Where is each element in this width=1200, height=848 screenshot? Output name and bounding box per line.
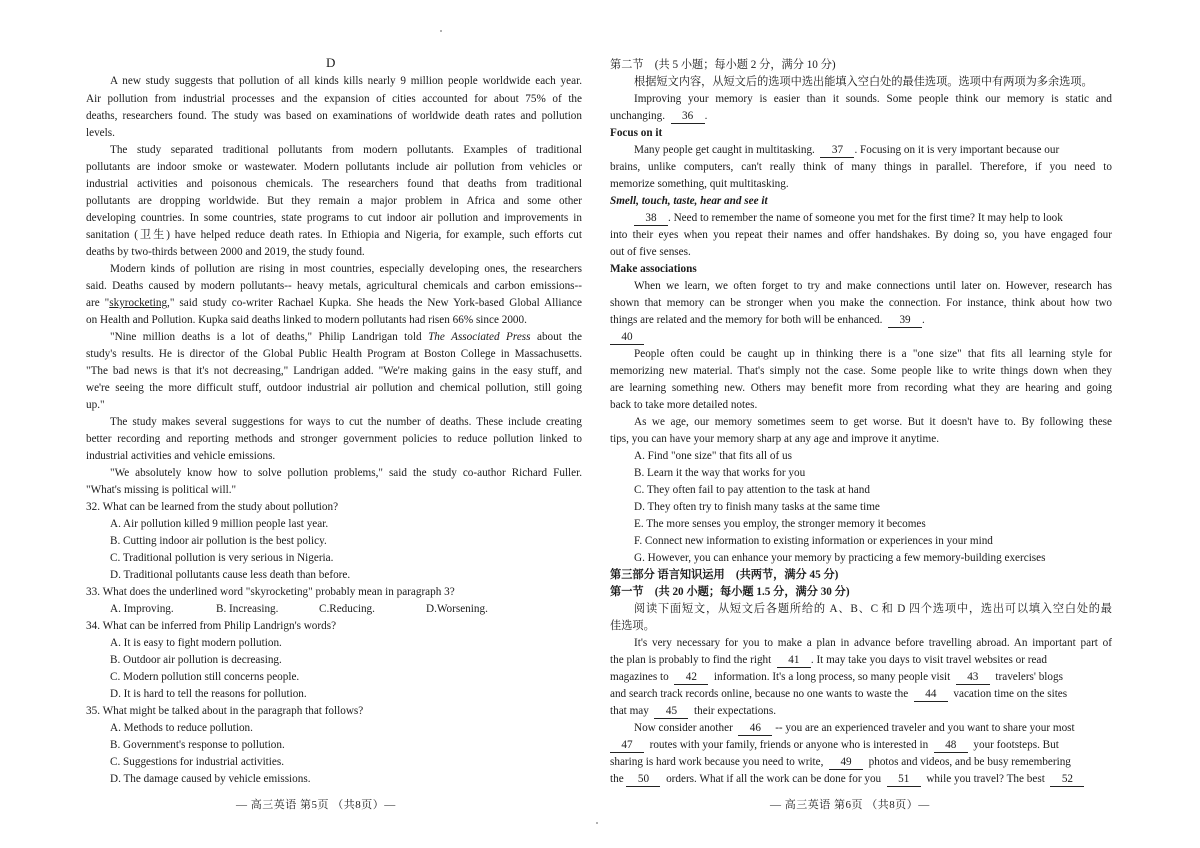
paragraph-line: deaths, researchers found. The study was based on examinations of worldwide death rates and pollution bbox=[86, 110, 582, 122]
paragraph-line: better recording and reporting methods and stronger government policies to reduce pollution linked to bbox=[86, 433, 582, 445]
paragraph-line: When we learn, we often forget to try and make connections until later on. However, research has bbox=[634, 280, 1112, 292]
section-heading: 第二节 (共 5 小题；每小题 2 分，满分 10 分) bbox=[610, 59, 836, 71]
option-33b[interactable]: B. Increasing. bbox=[216, 603, 279, 615]
cloze-line: It's very necessary for you to make a plan in advance before travelling abroad. An important part of bbox=[634, 637, 1112, 649]
press-name: The Associated Press bbox=[428, 331, 531, 343]
option-b[interactable]: B. Learn it the way that works for you bbox=[634, 467, 806, 479]
cloze-line: 47 routes with your family, friends or anyone who is interested in 48 your footsteps. But bbox=[610, 738, 1059, 753]
blank-48[interactable]: 48 bbox=[934, 738, 968, 753]
question-32: 32. What can be learned from the study about pollution? bbox=[86, 501, 339, 513]
blank-37[interactable]: 37 bbox=[820, 143, 854, 158]
paragraph-line: memorizing new material. That's simply not the case. Some people like to write things down when they bbox=[610, 365, 1112, 377]
paragraph-line: shown that memory can be stronger when you make the connection. For instance, think about how two bbox=[610, 297, 1112, 309]
blank-36[interactable]: 36 bbox=[671, 109, 705, 124]
paragraph-line: levels. bbox=[86, 127, 115, 139]
paragraph-line: Modern kinds of pollution are rising in most countries, especially developing ones, the researchers bbox=[110, 263, 582, 275]
paragraph-line: industrial activities and vehicle emissions. bbox=[86, 450, 276, 462]
option-32b[interactable]: B. Cutting indoor air pollution is the best policy. bbox=[110, 535, 327, 547]
paragraph-line: People often could be caught up in thinking there is a "one size" that fits all learning style for bbox=[634, 348, 1112, 360]
paragraph-line: The study separated traditional pollutants from modern pollutants. Examples of traditional bbox=[110, 144, 582, 156]
blank-38[interactable]: 38 bbox=[634, 211, 668, 226]
option-a[interactable]: A. Find "one size" that fits all of us bbox=[634, 450, 792, 462]
section-instructions: 根据短文内容，从短文后的选项中选出能填入空白处的最佳选项。选项中有两项为多余选项。 bbox=[634, 76, 1093, 88]
option-34c[interactable]: C. Modern pollution still concerns people. bbox=[110, 671, 300, 683]
paragraph-line: "Nine million deaths is a lot of deaths," Philip Landrigan told The Associated Press about the bbox=[110, 331, 582, 343]
option-33d[interactable]: D.Worsening. bbox=[426, 603, 488, 615]
section-instructions: 阅读下面短文，从短文后各题所给的 A、B、C 和 D 四个选项中，选出可以填入空白处的最 bbox=[634, 603, 1112, 615]
paragraph-line: Many people get caught in multitasking. 37 . Focusing on it is very important because our bbox=[634, 144, 1060, 156]
option-g[interactable]: G. However, you can enhance your memory by practicing a few memory-building exercises bbox=[634, 552, 1046, 564]
paragraph-line: on Health and Pollution. Kupka said deaths linked to modern pollutants had risen 66% since 2000. bbox=[86, 314, 527, 326]
option-f[interactable]: F. Connect new information to existing information or experiences in your mind bbox=[634, 535, 993, 547]
cloze-line: sharing is hard work because you need to write, 49 photos and videos, and be busy remembering bbox=[610, 756, 1071, 768]
scan-speck bbox=[596, 822, 598, 824]
paragraph-line: are learning something new. Others may benefit more from recording what they are hearing and going bbox=[610, 382, 1112, 394]
blank-42[interactable]: 42 bbox=[674, 670, 708, 685]
paragraph-line: developing countries. In some countries, state programs to cut indoor air pollution and improvements in bbox=[86, 212, 582, 224]
paragraph-line: tips, you can have your memory sharp at any age and improve it anytime. bbox=[610, 433, 940, 445]
paragraph-line: As we age, our memory sometimes seem to get worse. But it doesn't have to. By following these bbox=[634, 416, 1112, 428]
option-e[interactable]: E. The more senses you employ, the stronger memory it becomes bbox=[634, 518, 926, 530]
option-35b[interactable]: B. Government's response to pollution. bbox=[110, 739, 285, 751]
page-footer-right: — 高三英语 第6页 （共8页）— bbox=[770, 799, 930, 811]
paragraph-line: study's results. He is director of the Global Public Health Program at Boston College in Massachusetts. bbox=[86, 348, 582, 360]
option-32c[interactable]: C. Traditional pollution is very serious in Nigeria. bbox=[110, 552, 334, 564]
paragraph-line: 38 . Need to remember the name of someone you met for the first time? It may help to look bbox=[610, 211, 1063, 226]
paragraph-line: A new study suggests that pollution of all kinds kills nearly 9 million people worldwide each year. bbox=[110, 75, 582, 87]
paragraph-line: deaths by two-thirds between 2000 and 2019, the study found. bbox=[86, 246, 365, 258]
blank-46[interactable]: 46 bbox=[738, 721, 772, 736]
paragraph-line: into their eyes when you repeat their names and offer handshakes. By doing so, you have engaged four bbox=[610, 229, 1112, 241]
paragraph-line bbox=[610, 330, 644, 345]
subheading-focus: Focus on it bbox=[610, 127, 663, 139]
question-35: 35. What might be talked about in the paragraph that follows? bbox=[86, 705, 364, 717]
passage-title: D bbox=[326, 55, 336, 70]
paragraph-line: said. Deaths caused by modern pollutants-- heavy metals, agricultural chemicals and carbon emissions-- bbox=[86, 280, 582, 292]
blank-49[interactable]: 49 bbox=[829, 755, 863, 770]
paragraph-line-underlined-word: are "skyrocketing," said study co-writer Rachael Kupka. She heads the New York-based Global Alliance bbox=[86, 297, 582, 309]
blank-39[interactable]: 39 bbox=[888, 313, 922, 328]
paragraph-line: Air pollution from industrial processes and the expansion of cities accounted for about 75% of the bbox=[86, 93, 582, 105]
blank-52[interactable]: 52 bbox=[1050, 772, 1084, 787]
paragraph-line: industrial activities and poisonous chemicals. The researchers found that deaths from traditional bbox=[86, 178, 582, 190]
paragraph-line: things are related and the memory for both will be enhanced. 39 . bbox=[610, 314, 925, 326]
cloze-line: the plan is probably to find the right 41 . It may take you days to visit travel websites or read bbox=[610, 654, 1047, 666]
section-instructions: 佳选项。 bbox=[610, 620, 655, 632]
paragraph-line: "We absolutely know how to solve pollution problems," said the study co-author Richard Fuller. bbox=[110, 467, 582, 479]
cloze-line: and search track records online, because no one wants to waste the 44 vacation time on the sites bbox=[610, 688, 1068, 700]
option-35d[interactable]: D. The damage caused by vehicle emissions. bbox=[110, 773, 311, 785]
paragraph-line: pollutants are indoor smoke or wastewater. Modern pollutants include air pollution from vehicles or bbox=[86, 161, 582, 173]
blank-50[interactable]: 50 bbox=[626, 772, 660, 787]
paragraph-line: "What's missing is political will." bbox=[86, 484, 237, 496]
cloze-line: Now consider another 46 -- you are an experienced traveler and you want to share your most bbox=[634, 722, 1075, 734]
paragraph-line: Improving your memory is easier than it sounds. Some people think our memory is static and bbox=[634, 93, 1112, 105]
option-33c[interactable]: C.Reducing. bbox=[319, 603, 375, 615]
option-34a[interactable]: A. It is easy to fight modern pollution. bbox=[110, 637, 282, 649]
part3-heading: 第三部分 语言知识运用 (共两节，满分 45 分) bbox=[610, 569, 839, 581]
question-34: 34. What can be inferred from Philip Landrign's words? bbox=[86, 620, 337, 632]
option-d[interactable]: D. They often try to finish many tasks at the same time bbox=[634, 501, 880, 513]
section1-heading: 第一节 (共 20 小题；每小题 1.5 分，满分 30 分) bbox=[610, 586, 850, 598]
question-33: 33. What does the underlined word "skyrocketing" probably mean in paragraph 3? bbox=[86, 586, 455, 598]
paragraph-line: back to take more detailed notes. bbox=[610, 399, 758, 411]
cloze-line: the 50 orders. What if all the work can be done for you 51 while you travel? The best 52 bbox=[610, 772, 1084, 787]
blank-41[interactable]: 41 bbox=[777, 653, 811, 668]
blank-47[interactable]: 47 bbox=[610, 738, 644, 753]
option-35c[interactable]: C. Suggestions for industrial activities. bbox=[110, 756, 285, 768]
paragraph-line: pollutants are dropping worldwide. But they remain a major problem in Africa and some other bbox=[86, 195, 582, 207]
paragraph-line: we're seeing the more difficult stuff, outdoor industrial air pollution and chemical pollution, still going bbox=[86, 382, 582, 394]
paragraph-line: out of five senses. bbox=[610, 246, 691, 258]
option-32d[interactable]: D. Traditional pollutants cause less death than before. bbox=[110, 569, 351, 581]
paragraph-line: sanitation (卫生) have helped reduce death rates. In Ethiopia and Nigeria, for example, such efforts cut bbox=[86, 229, 582, 241]
underlined-word: skyrocketing bbox=[109, 297, 168, 309]
paragraph-line: up." bbox=[86, 399, 105, 411]
paragraph-line: "The bad news is that it's not decreasing," Landrigan added. "We're making gains in the easy stuff, and bbox=[86, 365, 582, 377]
blank-45[interactable]: 45 bbox=[654, 704, 688, 719]
scan-speck bbox=[440, 30, 442, 32]
subheading-associations: Make associations bbox=[610, 263, 697, 275]
blank-40[interactable]: 40 bbox=[610, 330, 644, 345]
paragraph-line: memorize something, quit multitasking. bbox=[610, 178, 789, 190]
option-32a[interactable]: A. Air pollution killed 9 million people last year. bbox=[110, 518, 329, 530]
cloze-line: magazines to 42 information. It's a long process, so many people visit 43 travelers' blogs bbox=[610, 671, 1063, 683]
blank-43[interactable]: 43 bbox=[956, 670, 990, 685]
blank-44[interactable]: 44 bbox=[914, 687, 948, 702]
option-c[interactable]: C. They often fail to pay attention to the task at hand bbox=[634, 484, 870, 496]
option-35a[interactable]: A. Methods to reduce pollution. bbox=[110, 722, 253, 734]
blank-51[interactable]: 51 bbox=[887, 772, 921, 787]
option-33a[interactable]: A. Improving. bbox=[110, 603, 174, 615]
option-34d[interactable]: D. It is hard to tell the reasons for pollution. bbox=[110, 688, 307, 700]
paragraph-line: unchanging. 36 . bbox=[610, 110, 708, 122]
cloze-line: that may 45 their expectations. bbox=[610, 705, 777, 717]
paragraph-line: brains, unlike computers, can't really think of many things in parallel. Therefore, if you need to bbox=[610, 161, 1112, 173]
subheading-senses: Smell, touch, taste, hear and see it bbox=[610, 195, 768, 207]
page-footer-left: — 高三英语 第5页 （共8页）— bbox=[236, 799, 396, 811]
paragraph-line: The study makes several suggestions for ways to cut the number of deaths. These include creating bbox=[110, 416, 582, 428]
option-34b[interactable]: B. Outdoor air pollution is decreasing. bbox=[110, 654, 282, 666]
